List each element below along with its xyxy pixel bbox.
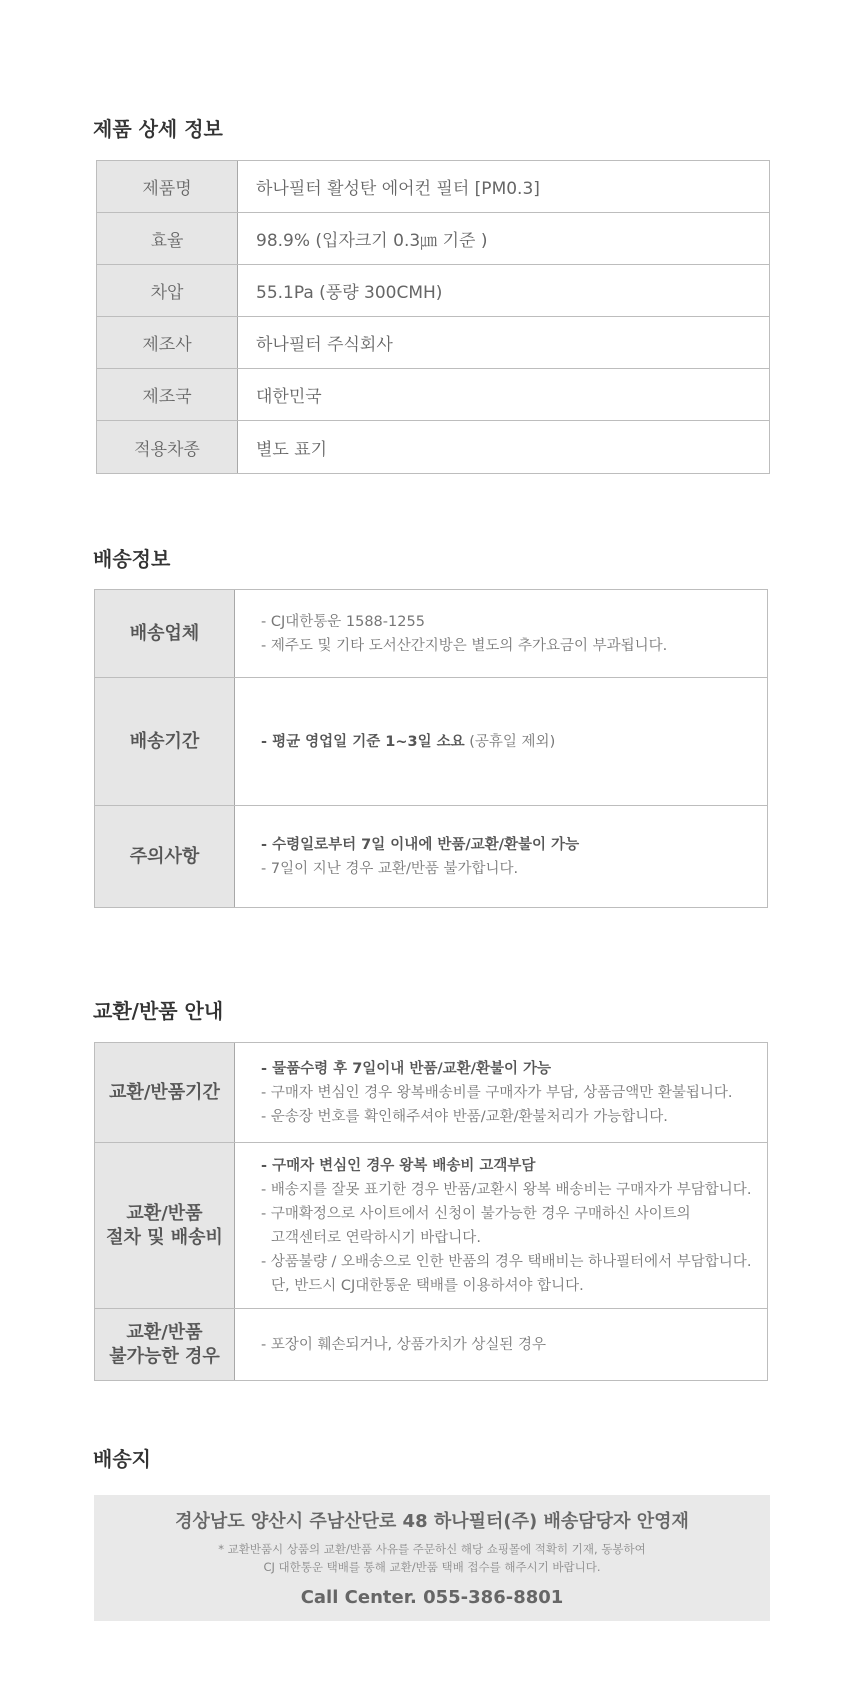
info-line: - 물품수령 후 7일이내 반품/교환/환불이 가능	[261, 1060, 552, 1077]
spec-value: 하나필터 주식회사	[256, 335, 393, 355]
exchange-section-title: 교환/반품 안내	[93, 999, 224, 1023]
shipping-info-table	[94, 589, 768, 908]
table-row	[95, 678, 767, 806]
exchange-info-table	[94, 1042, 768, 1381]
table-row	[97, 317, 769, 369]
product-spec-table	[96, 160, 770, 474]
spec-label: 제조국	[97, 369, 238, 420]
destination-address: 경상남도 양산시 주남산단로 48 하나필터(주) 배송담당자 안영재	[175, 1511, 689, 1532]
info-line: - 포장이 훼손되거나, 상품가치가 상실된 경우	[261, 1336, 547, 1353]
spec-label: 제조사	[97, 317, 238, 368]
spec-value: 별도 표기	[256, 439, 328, 460]
label-line: 교환/반품	[126, 1202, 203, 1224]
info-line: - 제주도 및 기타 도서산간지방은 별도의 추가요금이 부과됩니다.	[261, 637, 668, 654]
info-line: - 운송장 번호를 확인해주셔야 반품/교환/환불처리가 가능합니다.	[261, 1108, 668, 1125]
info-line	[261, 730, 767, 754]
call-center: Call Center. 055-386-8801	[300, 1587, 564, 1608]
info-line: - 수령일로부터 7일 이내에 반품/교환/환불이 가능	[261, 836, 580, 853]
table-row	[97, 369, 769, 421]
shipping-company-label: 배송업체	[95, 590, 235, 677]
table-row	[97, 421, 769, 473]
exchange-procedure-body	[235, 1143, 767, 1308]
table-row	[97, 213, 769, 265]
shipping-period-body	[235, 678, 767, 805]
spec-label: 차압	[97, 265, 238, 316]
table-row	[95, 1309, 767, 1380]
exchange-period-body	[235, 1043, 767, 1142]
shipping-company-body	[235, 590, 767, 677]
info-line: - 구매자 변심인 경우 왕복배송비를 구매자가 부담, 상품금액만 환불됩니다.	[261, 1084, 733, 1101]
destination-box	[94, 1495, 770, 1621]
product-section-title: 제품 상세 정보	[93, 117, 223, 141]
table-row	[95, 1143, 767, 1309]
info-line: - 7일이 지난 경우 교환/반품 불가합니다.	[261, 860, 519, 877]
info-line: 단, 반드시 CJ대한통운 택배를 이용하셔야 합니다.	[271, 1277, 584, 1294]
exchange-period-label: 교환/반품기간	[95, 1043, 235, 1142]
spec-value: 하나필터 활성탄 에어컨 필터 [PM0.3]	[256, 179, 540, 199]
info-line: 고객센터로 연락하시기 바랍니다.	[271, 1229, 481, 1246]
shipping-period-label: 배송기간	[95, 678, 235, 805]
info-line: - 구매확정으로 사이트에서 신청이 불가능한 경우 구매하신 사이트의	[261, 1205, 691, 1222]
table-row	[95, 590, 767, 678]
exchange-impossible-label	[95, 1309, 235, 1380]
info-line: - CJ대한통운 1588-1255	[261, 613, 425, 630]
info-line: - 배송지를 잘못 표기한 경우 반품/교환시 왕복 배송비는 구매자가 부담합니다.	[261, 1181, 752, 1198]
spec-label: 효율	[97, 213, 238, 264]
table-row	[95, 1043, 767, 1143]
destination-section-title: 배송지	[93, 1447, 151, 1471]
spec-label: 적용차종	[97, 421, 238, 473]
shipping-caution-label: 주의사항	[95, 806, 235, 907]
info-line: - 구매자 변심인 경우 왕복 배송비 고객부담	[261, 1157, 536, 1174]
spec-value: 98.9% (입자크기 0.3㎛ 기준 )	[256, 231, 488, 251]
spec-value: 55.1Pa (풍량 300CMH)	[256, 283, 443, 303]
exchange-impossible-body	[235, 1309, 767, 1380]
destination-note: * 교환반품시 상품의 교환/반품 사유를 주문하신 해당 쇼핑몰에 적확히 기재, 동봉하여	[218, 1542, 646, 1556]
destination-note: CJ 대한통운 택배를 통해 교환/반품 택배 접수를 해주시기 바랍니다.	[263, 1560, 601, 1574]
label-line: 불가능한 경우	[109, 1345, 220, 1367]
exchange-procedure-label	[95, 1143, 235, 1308]
shipping-caution-body	[235, 806, 767, 907]
spec-value: 대한민국	[256, 387, 322, 407]
spec-label: 제품명	[97, 161, 238, 212]
table-row	[97, 161, 769, 213]
info-line: - 상품불량 / 오배송으로 인한 반품의 경우 택배비는 하나필터에서 부담합니다.	[261, 1253, 752, 1270]
label-line: 교환/반품	[126, 1321, 203, 1343]
table-row	[95, 806, 767, 907]
info-strong: - 평균 영업일 기준 1~3일 소요	[261, 733, 465, 750]
info-note: (공휴일 제외)	[464, 733, 556, 750]
table-row	[97, 265, 769, 317]
label-line: 절차 및 배송비	[106, 1226, 223, 1248]
shipping-section-title: 배송정보	[93, 547, 171, 571]
